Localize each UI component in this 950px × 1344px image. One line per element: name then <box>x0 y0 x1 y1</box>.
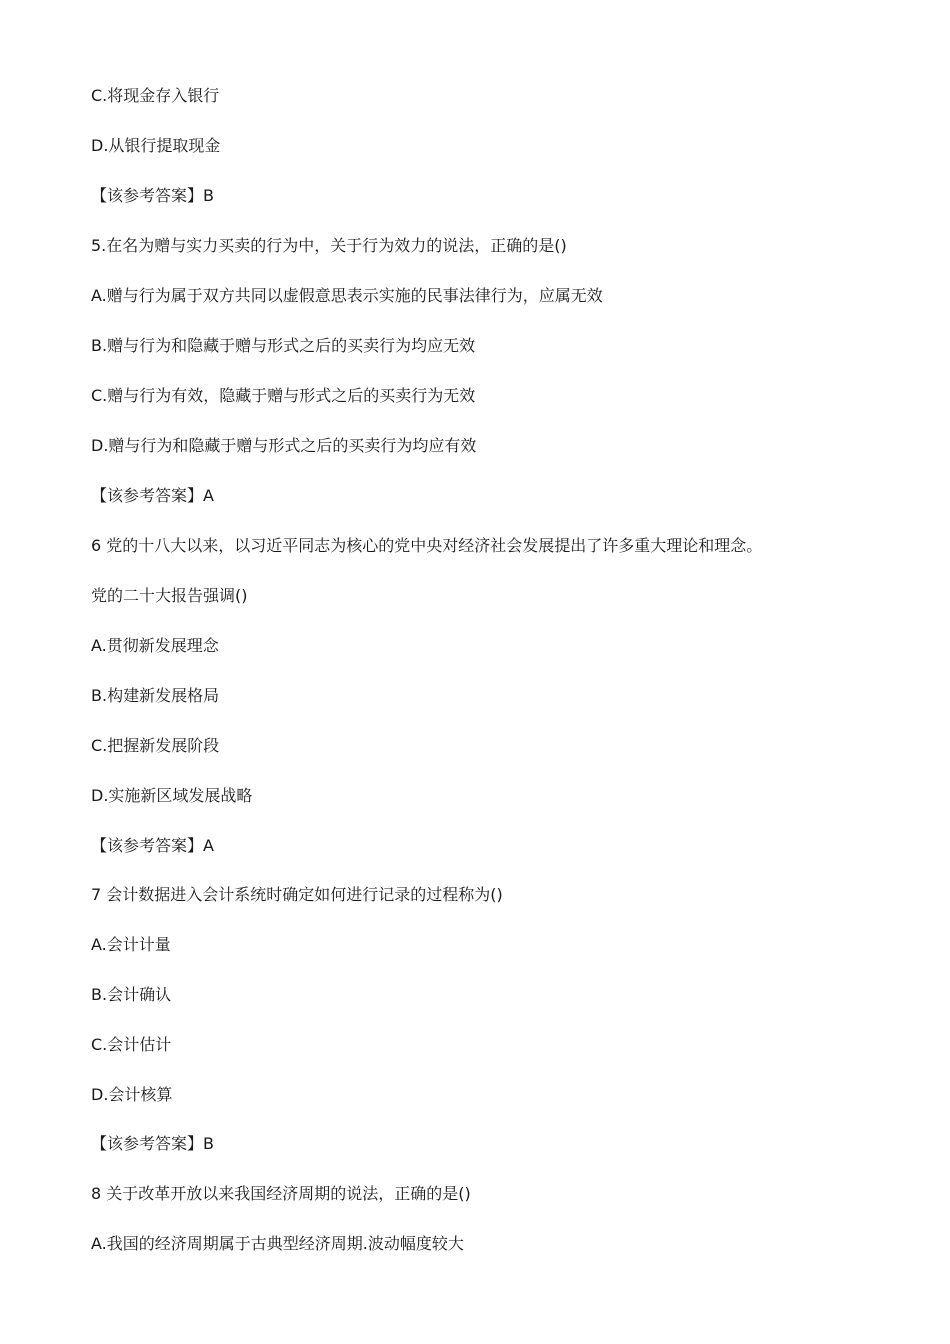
option-a-q7: A.会计计量 <box>91 935 171 954</box>
question-7: 7 会计数据进入会计系统时确定如何进行记录的过程称为() <box>91 885 503 904</box>
option-b-q7: B.会计确认 <box>91 985 172 1004</box>
option-d-q5: D.赠与行为和隐藏于赠与形式之后的买卖行为均应有效 <box>91 436 477 455</box>
answer-q6: 【该参考答案】A <box>91 836 214 855</box>
option-c-q7: C.会计估计 <box>91 1035 172 1054</box>
question-6: 6 党的十八大以来，以习近平同志为核心的党中央对经济社会发展提出了许多重大理论和理念。 <box>91 536 763 555</box>
option-b-q5: B.赠与行为和隐藏于赠与形式之后的买卖行为均应无效 <box>91 336 476 355</box>
option-b-q6: B.构建新发展格局 <box>91 686 220 705</box>
question-8: 8 关于改革开放以来我国经济周期的说法，正确的是() <box>91 1184 471 1203</box>
option-a-q5: A.赠与行为属于双方共同以虚假意思表示实施的民事法律行为，应属无效 <box>91 286 603 305</box>
option-c-q6: C.把握新发展阶段 <box>91 736 220 755</box>
question-5: 5.在名为赠与实力买卖的行为中，关于行为效力的说法，正确的是() <box>91 236 567 255</box>
answer-q7: 【该参考答案】B <box>91 1134 214 1153</box>
option-d-q6: D.实施新区域发展战略 <box>91 786 253 805</box>
option-d-q7: D.会计核算 <box>91 1085 173 1104</box>
answer-q4: 【该参考答案】B <box>91 186 214 205</box>
answer-q5: 【该参考答案】A <box>91 486 214 505</box>
option-d-q4: D.从银行提取现金 <box>91 136 221 155</box>
option-c-q4: C.将现金存入银行 <box>91 86 220 105</box>
option-a-q6: A.贯彻新发展理念 <box>91 636 219 655</box>
option-a-q8: A.我国的经济周期属于古典型经济周期.波动幅度较大 <box>91 1234 464 1253</box>
option-c-q5: C.赠与行为有效，隐藏于赠与形式之后的买卖行为无效 <box>91 386 476 405</box>
question-6-cont: 党的二十大报告强调() <box>91 586 248 605</box>
